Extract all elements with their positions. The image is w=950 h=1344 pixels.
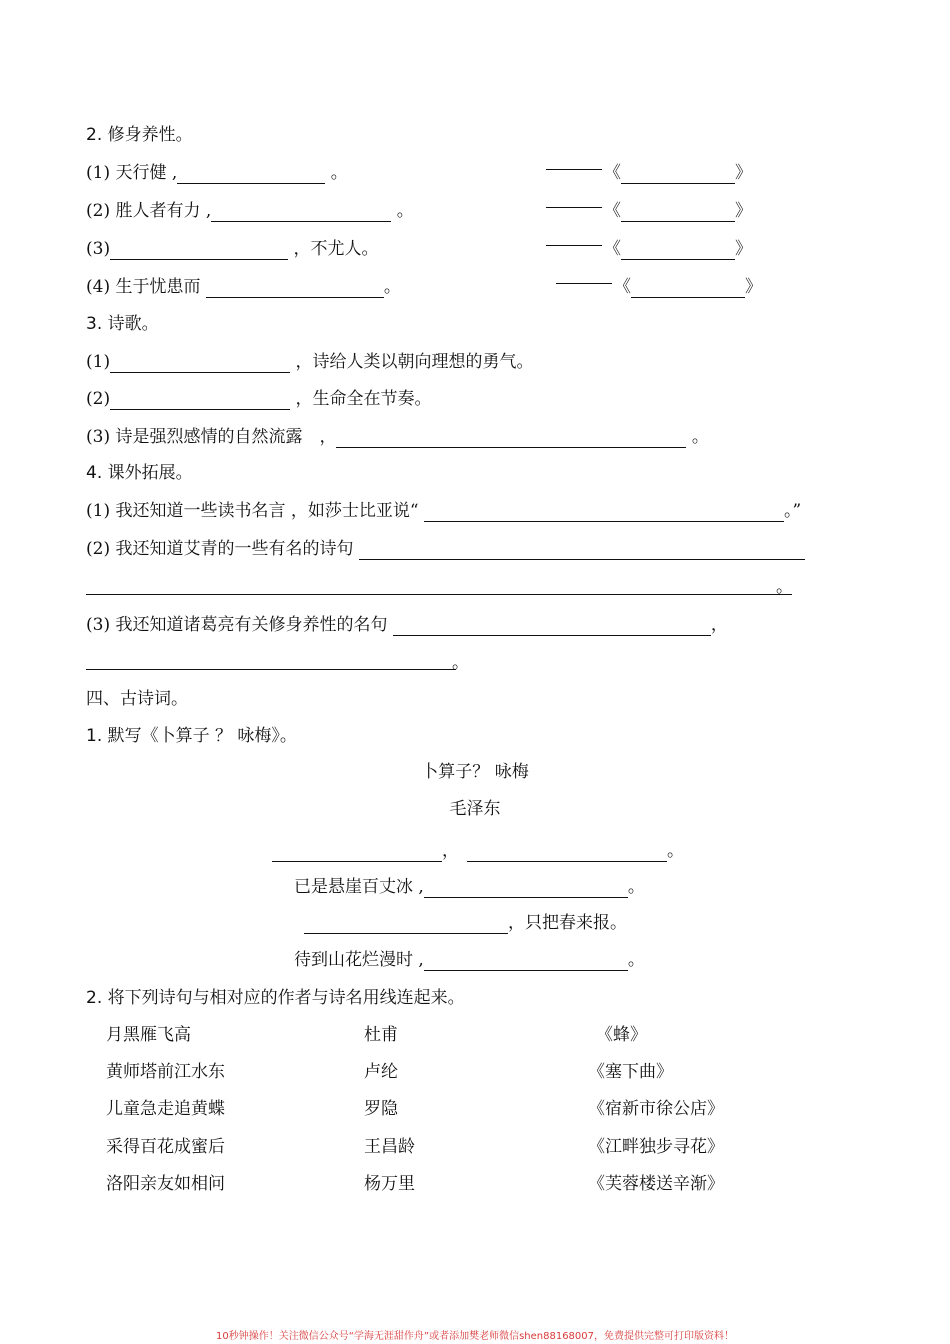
part-4-q2: 2. 将下列诗句与相对应的作者与诗名用线连起来。 xyxy=(86,988,465,1008)
s2-item-1-blank[interactable] xyxy=(177,165,325,184)
s2-item-4-source: 《 》 xyxy=(556,276,762,298)
poem-line-2-blank[interactable] xyxy=(424,879,628,898)
s4-item-2-blank-line-2[interactable] xyxy=(86,594,792,595)
s2-item-3 xyxy=(86,238,379,260)
poem-line-4-blank[interactable] xyxy=(424,952,628,971)
part-4-title: 四、古诗词。 xyxy=(86,689,188,709)
s2-item-2-blank[interactable] xyxy=(211,203,391,222)
s4-item-2: (2) 我还知道艾青的一些有名的诗句 xyxy=(86,538,805,560)
s4-item-3-end: 。 xyxy=(452,653,469,673)
s3-item-2: (2) ，生命全在节奏。 xyxy=(86,389,432,409)
s2-item-1-prefix: (1) 天行健 , xyxy=(86,163,178,183)
match-author: 杜甫 xyxy=(364,1025,398,1045)
s4-item-1: (1) 我还知道一些读书名言 ，如莎士比亚说“ 。” xyxy=(86,501,802,521)
poem-line-4: 待到山花烂漫时 , 。 xyxy=(294,950,645,970)
s2-item-3-source-blank[interactable] xyxy=(621,241,735,260)
s2-item-4-source-blank[interactable] xyxy=(631,279,745,298)
s2-item-3-source: 《 》 xyxy=(546,238,752,260)
s3-item-3-blank[interactable] xyxy=(336,429,686,448)
s2-item-4-prefix: (4) 生于忧患而 xyxy=(86,277,206,297)
match-author: 杨万里 xyxy=(364,1174,415,1194)
section-3-title: 3. 诗歌。 xyxy=(86,314,159,334)
match-poem: 《江畔独步寻花》 xyxy=(588,1137,724,1157)
poem-line-2: 已是悬崖百丈冰 , 。 xyxy=(294,877,645,897)
match-poem: 《芙蓉楼送辛渐》 xyxy=(588,1174,724,1194)
match-verse: 月黑雁飞高 xyxy=(106,1025,191,1045)
section-2-title: 2. 修身养性。 xyxy=(86,125,193,145)
poem-author: 毛泽东 xyxy=(449,799,501,819)
part-4-q1: 1. 默写《卜算子 ？ 咏梅》。 xyxy=(86,726,297,746)
s2-item-1-source-blank[interactable] xyxy=(621,165,735,184)
s2-item-1-suffix: 。 xyxy=(325,163,348,183)
poem-line-1-blank-b[interactable] xyxy=(467,843,667,862)
s2-item-4-blank[interactable] xyxy=(206,279,384,298)
s4-item-3-blank[interactable] xyxy=(393,617,711,636)
s3-item-1-blank[interactable] xyxy=(110,354,290,373)
s3-item-3: (3) 诗是强烈感情的自然流露 ， 。 xyxy=(86,427,709,447)
s3-item-2-blank[interactable] xyxy=(110,391,290,410)
footer-notice: 10秒钟操作！关注微信公众号“学海无涯甜作舟”或者添加樊老师微信shen88168007，免费提供完整可打印版资料！ xyxy=(215,1331,735,1342)
match-verse: 黄师塔前江水东 xyxy=(106,1062,225,1082)
s2-item-2-source: 《 》 xyxy=(546,200,752,222)
poem-title: 卜算子？ 咏梅 xyxy=(421,762,529,782)
match-poem: 《蜂》 xyxy=(596,1025,647,1045)
match-author: 罗隐 xyxy=(364,1099,398,1119)
s2-item-1 xyxy=(86,162,348,184)
s2-item-4 xyxy=(86,276,401,298)
s2-item-3-prefix: (3) xyxy=(86,239,111,259)
s2-item-1-source: 《 》 xyxy=(546,162,752,184)
s4-item-3: (3) 我还知道诸葛亮有关修身养性的名句 ， xyxy=(86,615,728,635)
poem-line-3-blank[interactable] xyxy=(304,915,508,934)
s3-item-1: (1) ，诗给人类以朝向理想的勇气。 xyxy=(86,352,534,372)
s4-item-2-blank[interactable] xyxy=(359,541,805,560)
s2-item-4-suffix: 。 xyxy=(383,277,401,297)
s2-item-2-prefix: (2) 胜人者有力 , xyxy=(86,201,212,221)
match-verse: 洛阳亲友如相问 xyxy=(106,1174,225,1194)
s4-item-3-blank-line-2[interactable] xyxy=(86,669,456,670)
match-poem: 《宿新市徐公店》 xyxy=(588,1099,724,1119)
s2-item-2 xyxy=(86,200,414,222)
s2-item-2-suffix: 。 xyxy=(391,201,414,221)
poem-line-1-blank-a[interactable] xyxy=(272,843,442,862)
s4-item-2-end: 。 xyxy=(776,577,793,597)
match-author: 王昌龄 xyxy=(364,1137,415,1157)
section-4-title: 4. 课外拓展。 xyxy=(86,463,193,483)
s2-item-3-suffix: ，不尤人。 xyxy=(288,239,379,259)
poem-line-3: ，只把春来报。 xyxy=(304,912,627,934)
s2-item-2-source-blank[interactable] xyxy=(621,203,735,222)
match-poem: 《塞下曲》 xyxy=(588,1062,673,1082)
match-author: 卢纶 xyxy=(364,1062,398,1082)
poem-line-1: ， 。 xyxy=(272,840,684,862)
match-verse: 采得百花成蜜后 xyxy=(106,1137,225,1157)
match-verse: 儿童急走追黄蝶 xyxy=(106,1099,225,1119)
s4-item-1-blank[interactable] xyxy=(424,503,784,522)
s2-item-3-blank[interactable] xyxy=(110,241,288,260)
